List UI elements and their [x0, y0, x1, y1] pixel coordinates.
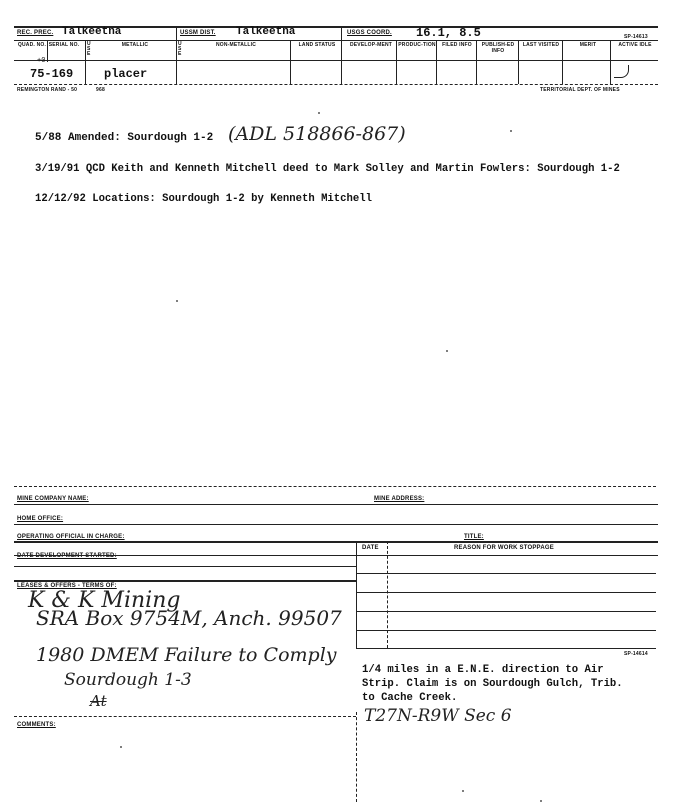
col-published-info: PUBLISH-ED INFO [481, 42, 515, 54]
scan-speck [120, 746, 122, 748]
note-line-3: 12/12/92 Locations: Sourdough 1-2 by Kenneth Mitchell [35, 193, 372, 205]
active-idle-mark [614, 65, 629, 78]
col-land-status: LAND STATUS [298, 42, 336, 48]
rec-prec-value: Talkeetna [62, 26, 122, 38]
footer-right: TERRITORIAL DEPT. OF MINES [540, 87, 620, 93]
col-last-visited: LAST VISITED [522, 42, 560, 48]
operating-official-label: OPERATING OFFICIAL IN CHARGE: [17, 534, 125, 540]
note-line-2: 3/19/91 QCD Keith and Kenneth Mitchell deed to Mark Solley and Martin Fowlers: Sourdough 1-2 [35, 163, 620, 175]
title-label: TITLE: [464, 534, 484, 540]
ussm-dist-label: USSM DIST. [180, 30, 216, 36]
scan-speck [510, 130, 512, 132]
form-number-top: SP-14613 [624, 34, 648, 40]
scan-speck [540, 800, 542, 802]
hand-note-line-1: 1980 DMEM Failure to Comply [36, 644, 337, 666]
serial-superscript: +0 [37, 57, 46, 65]
usgs-coord-value: 16.1, 8.5 [416, 26, 481, 40]
footer-left-code: 968 [96, 87, 105, 93]
comments-label: COMMENTS: [17, 722, 56, 728]
hand-owner-line-1: K & K Mining [28, 588, 181, 613]
col-non-metallic: NON-METALLIC [215, 42, 257, 48]
metallic-value: placer [104, 67, 148, 81]
home-office-label: HOME OFFICE: [17, 516, 64, 522]
scan-speck [446, 350, 448, 352]
note-line-1-handwritten: (ADL 518866-867) [228, 123, 406, 145]
location-handwritten: T27N-R9W Sec 6 [364, 706, 512, 726]
mine-company-name-label: MINE COMPANY NAME: [17, 496, 89, 502]
col-use-metallic: U S E [87, 41, 91, 57]
hand-note-line-2: Sourdough 1-3 [64, 670, 192, 690]
location-line-2: Strip. Claim is on Sourdough Gulch, Trib. [362, 678, 623, 690]
scan-speck [462, 790, 464, 792]
reason-col-label: REASON FOR WORK STOPPAGE [454, 545, 554, 551]
location-line-3: to Cache Creek. [362, 692, 458, 704]
col-filed-info: FILED INFO [442, 42, 472, 48]
hand-owner-line-2: SRA Box 9754M, Anch. 99507 [36, 606, 342, 630]
date-development-started-label: DATE DEVELOPMENT STARTED: [17, 553, 117, 559]
footer-left: REMINGTON RAND - 50 [17, 87, 78, 93]
usgs-coord-label: USGS COORD. [347, 30, 392, 36]
form-number-bottom: SP-14614 [624, 651, 648, 657]
col-use-nonmetallic: U S E [178, 41, 182, 57]
col-merit: MERIT [579, 42, 597, 48]
col-metallic: METALLIC [121, 42, 149, 48]
col-active-idle: ACTIVE IDLE [618, 42, 652, 48]
col-production: PRODUC-TION [398, 42, 436, 48]
mine-address-label: MINE ADDRESS: [374, 496, 425, 502]
col-quad-no: QUAD. NO. [17, 42, 47, 48]
date-col-label: DATE [362, 545, 379, 551]
leases-label: LEASES & OFFERS - TERMS OF: [17, 583, 117, 589]
scan-speck [318, 112, 320, 114]
col-serial-no: SERIAL NO. [48, 42, 80, 48]
rec-prec-label: REC. PREC. [17, 30, 54, 36]
scan-speck [176, 300, 178, 302]
hand-note-line-3: At [90, 692, 107, 710]
ussm-dist-value: Talkeetna [236, 26, 296, 38]
serial-value: 75-169 [30, 67, 74, 81]
location-line-1: 1/4 miles in a E.N.E. direction to Air [362, 664, 604, 676]
col-development: DEVELOP-MENT [349, 42, 393, 48]
note-line-1: 5/88 Amended: Sourdough 1-2 [35, 132, 214, 144]
